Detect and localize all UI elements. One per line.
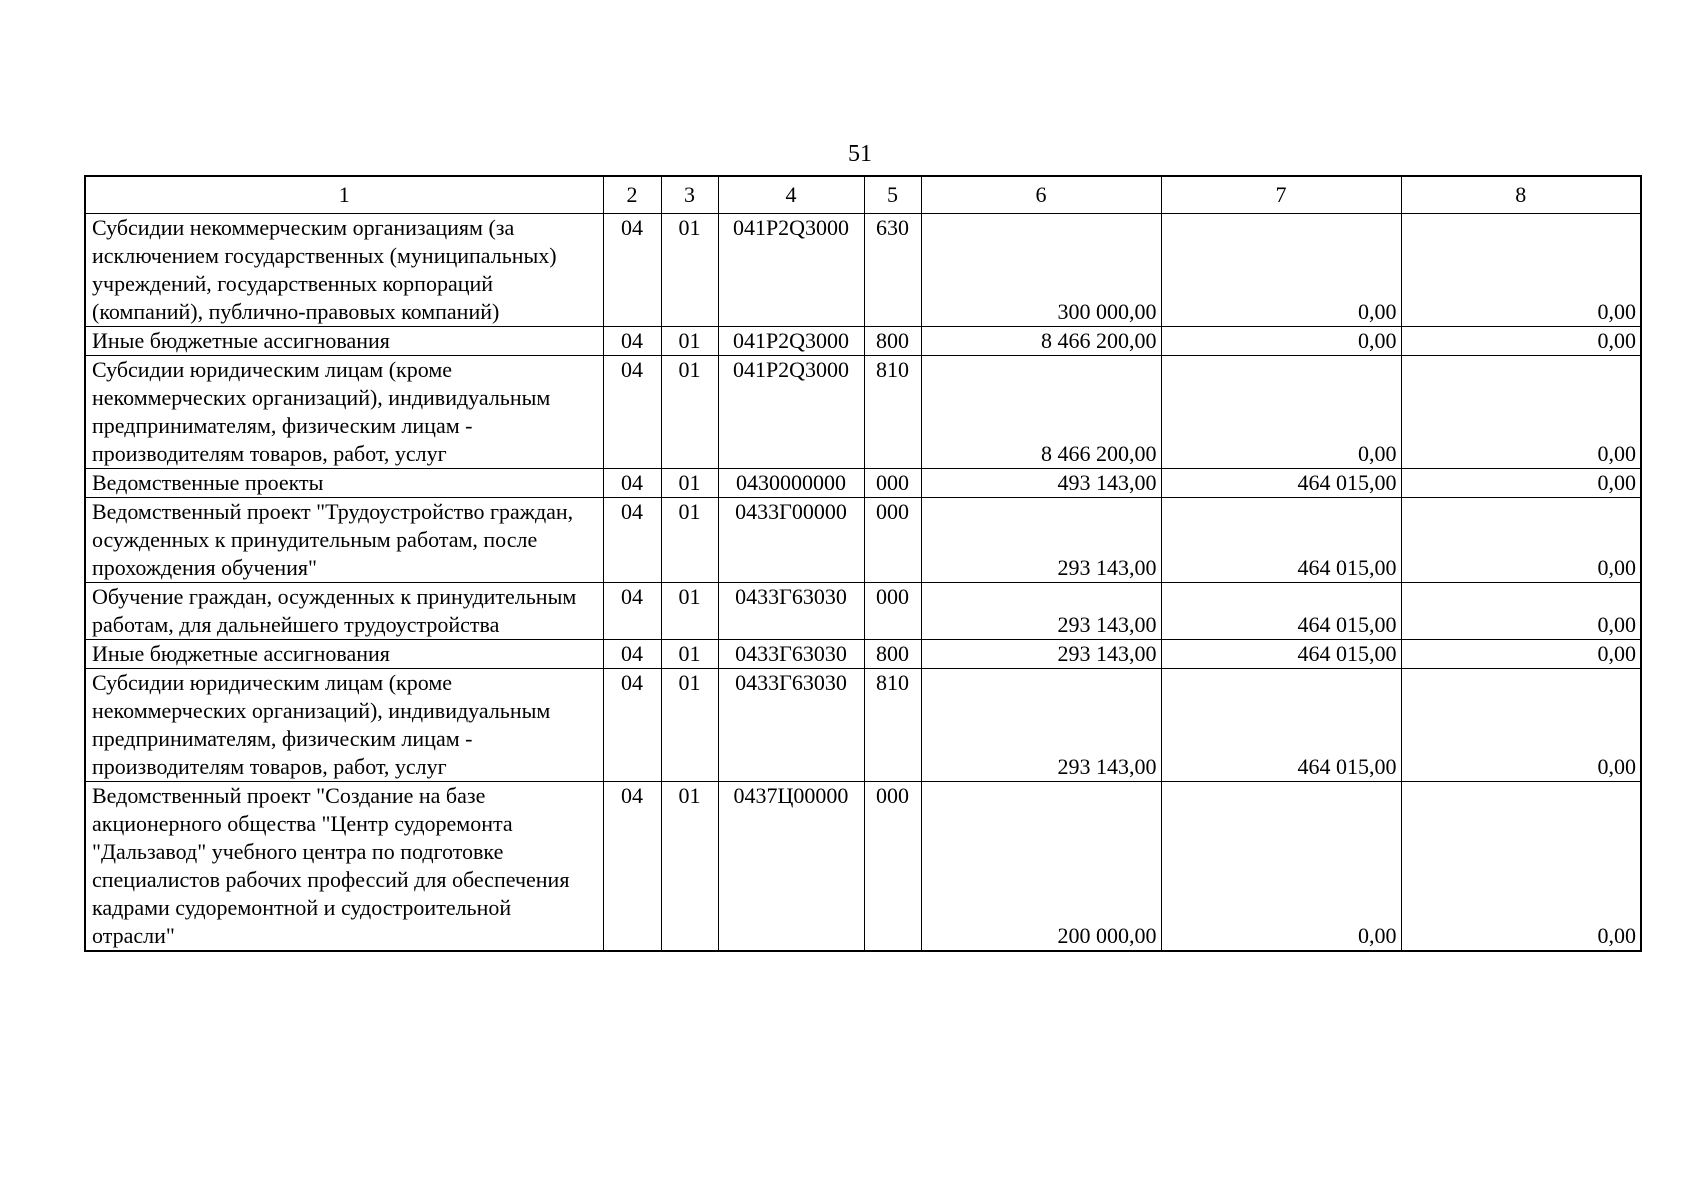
row-section: 04 bbox=[603, 498, 661, 583]
row-subsection: 01 bbox=[661, 327, 718, 356]
row-target-code: 0430000000 bbox=[718, 469, 864, 498]
row-section: 04 bbox=[603, 327, 661, 356]
row-section: 04 bbox=[603, 356, 661, 469]
row-name: Ведомственные проекты bbox=[85, 469, 603, 498]
row-name: Иные бюджетные ассигнования bbox=[85, 640, 603, 669]
row-target-code: 0433Г63030 bbox=[718, 640, 864, 669]
row-amount-col6: 300 000,00 bbox=[921, 214, 1161, 327]
row-amount-col8: 0,00 bbox=[1401, 214, 1641, 327]
row-target-code: 041P2Q3000 bbox=[718, 214, 864, 327]
budget-table bbox=[84, 175, 1642, 952]
table-row bbox=[85, 583, 1641, 640]
row-name: Ведомственный проект "Трудоустройство граждан, осужденных к принудительным работам, после прохождения обучения" bbox=[85, 498, 603, 583]
column-header-1: 1 bbox=[85, 176, 603, 214]
row-subsection: 01 bbox=[661, 640, 718, 669]
row-amount-col8: 0,00 bbox=[1401, 669, 1641, 782]
table-row bbox=[85, 327, 1641, 356]
row-subsection: 01 bbox=[661, 669, 718, 782]
row-target-code: 0433Г63030 bbox=[718, 669, 864, 782]
row-target-code: 0433Г63030 bbox=[718, 583, 864, 640]
row-section: 04 bbox=[603, 669, 661, 782]
row-amount-col6: 200 000,00 bbox=[921, 782, 1161, 952]
row-expense-type: 000 bbox=[864, 583, 921, 640]
row-amount-col7: 0,00 bbox=[1161, 214, 1401, 327]
row-subsection: 01 bbox=[661, 469, 718, 498]
column-header-7: 7 bbox=[1161, 176, 1401, 214]
row-amount-col7: 0,00 bbox=[1161, 327, 1401, 356]
row-amount-col8: 0,00 bbox=[1401, 640, 1641, 669]
row-section: 04 bbox=[603, 640, 661, 669]
row-amount-col6: 293 143,00 bbox=[921, 498, 1161, 583]
page-number: 51 bbox=[848, 141, 872, 167]
table-row bbox=[85, 214, 1641, 327]
row-section: 04 bbox=[603, 214, 661, 327]
row-expense-type: 000 bbox=[864, 498, 921, 583]
row-section: 04 bbox=[603, 782, 661, 952]
row-amount-col6: 8 466 200,00 bbox=[921, 327, 1161, 356]
row-amount-col6: 8 466 200,00 bbox=[921, 356, 1161, 469]
row-name: Обучение граждан, осужденных к принудительным работам, для дальнейшего трудоустройства bbox=[85, 583, 603, 640]
row-amount-col6: 293 143,00 bbox=[921, 640, 1161, 669]
row-target-code: 0433Г00000 bbox=[718, 498, 864, 583]
row-name: Субсидии некоммерческим организациям (за исключением государственных (муниципальных) учреждений, государственных корпораций (компаний), публично-правовых компаний) bbox=[85, 214, 603, 327]
row-name: Иные бюджетные ассигнования bbox=[85, 327, 603, 356]
row-amount-col6: 293 143,00 bbox=[921, 669, 1161, 782]
row-expense-type: 000 bbox=[864, 782, 921, 952]
row-amount-col7: 0,00 bbox=[1161, 782, 1401, 952]
row-expense-type: 810 bbox=[864, 669, 921, 782]
row-amount-col8: 0,00 bbox=[1401, 782, 1641, 952]
table-row bbox=[85, 356, 1641, 469]
column-header-3: 3 bbox=[661, 176, 718, 214]
row-expense-type: 630 bbox=[864, 214, 921, 327]
column-header-4: 4 bbox=[718, 176, 864, 214]
row-amount-col6: 293 143,00 bbox=[921, 583, 1161, 640]
table-row bbox=[85, 498, 1641, 583]
row-expense-type: 810 bbox=[864, 356, 921, 469]
row-subsection: 01 bbox=[661, 356, 718, 469]
row-expense-type: 000 bbox=[864, 469, 921, 498]
row-name: Субсидии юридическим лицам (кроме некоммерческих организаций), индивидуальным предпринимателям, физическим лицам - производителям товаров, работ, услуг bbox=[85, 669, 603, 782]
table-row bbox=[85, 669, 1641, 782]
row-subsection: 01 bbox=[661, 214, 718, 327]
row-target-code: 041P2Q3000 bbox=[718, 356, 864, 469]
row-amount-col7: 464 015,00 bbox=[1161, 469, 1401, 498]
row-name: Ведомственный проект "Создание на базе акционерного общества "Центр судоремонта "Дальзавод" учебного центра по подготовке специалистов рабочих профессий для обеспечения кадрами судоремонтной и судостроительной отрасли" bbox=[85, 782, 603, 952]
row-expense-type: 800 bbox=[864, 640, 921, 669]
row-name: Субсидии юридическим лицам (кроме некоммерческих организаций), индивидуальным предпринимателям, физическим лицам - производителям товаров, работ, услуг bbox=[85, 356, 603, 469]
column-header-8: 8 bbox=[1401, 176, 1641, 214]
row-subsection: 01 bbox=[661, 782, 718, 952]
row-amount-col8: 0,00 bbox=[1401, 498, 1641, 583]
table-header-row bbox=[85, 176, 1641, 214]
table-row bbox=[85, 640, 1641, 669]
table-row bbox=[85, 782, 1641, 952]
row-subsection: 01 bbox=[661, 583, 718, 640]
row-amount-col6: 493 143,00 bbox=[921, 469, 1161, 498]
row-subsection: 01 bbox=[661, 498, 718, 583]
row-amount-col7: 464 015,00 bbox=[1161, 669, 1401, 782]
column-header-2: 2 bbox=[603, 176, 661, 214]
row-amount-col7: 464 015,00 bbox=[1161, 583, 1401, 640]
row-expense-type: 800 bbox=[864, 327, 921, 356]
row-amount-col7: 464 015,00 bbox=[1161, 498, 1401, 583]
row-amount-col8: 0,00 bbox=[1401, 327, 1641, 356]
row-amount-col8: 0,00 bbox=[1401, 469, 1641, 498]
row-amount-col7: 464 015,00 bbox=[1161, 640, 1401, 669]
column-header-6: 6 bbox=[921, 176, 1161, 214]
row-section: 04 bbox=[603, 583, 661, 640]
row-amount-col7: 0,00 bbox=[1161, 356, 1401, 469]
row-target-code: 0437Ц00000 bbox=[718, 782, 864, 952]
row-section: 04 bbox=[603, 469, 661, 498]
row-amount-col8: 0,00 bbox=[1401, 583, 1641, 640]
row-target-code: 041P2Q3000 bbox=[718, 327, 864, 356]
row-amount-col8: 0,00 bbox=[1401, 356, 1641, 469]
column-header-5: 5 bbox=[864, 176, 921, 214]
table-row bbox=[85, 469, 1641, 498]
